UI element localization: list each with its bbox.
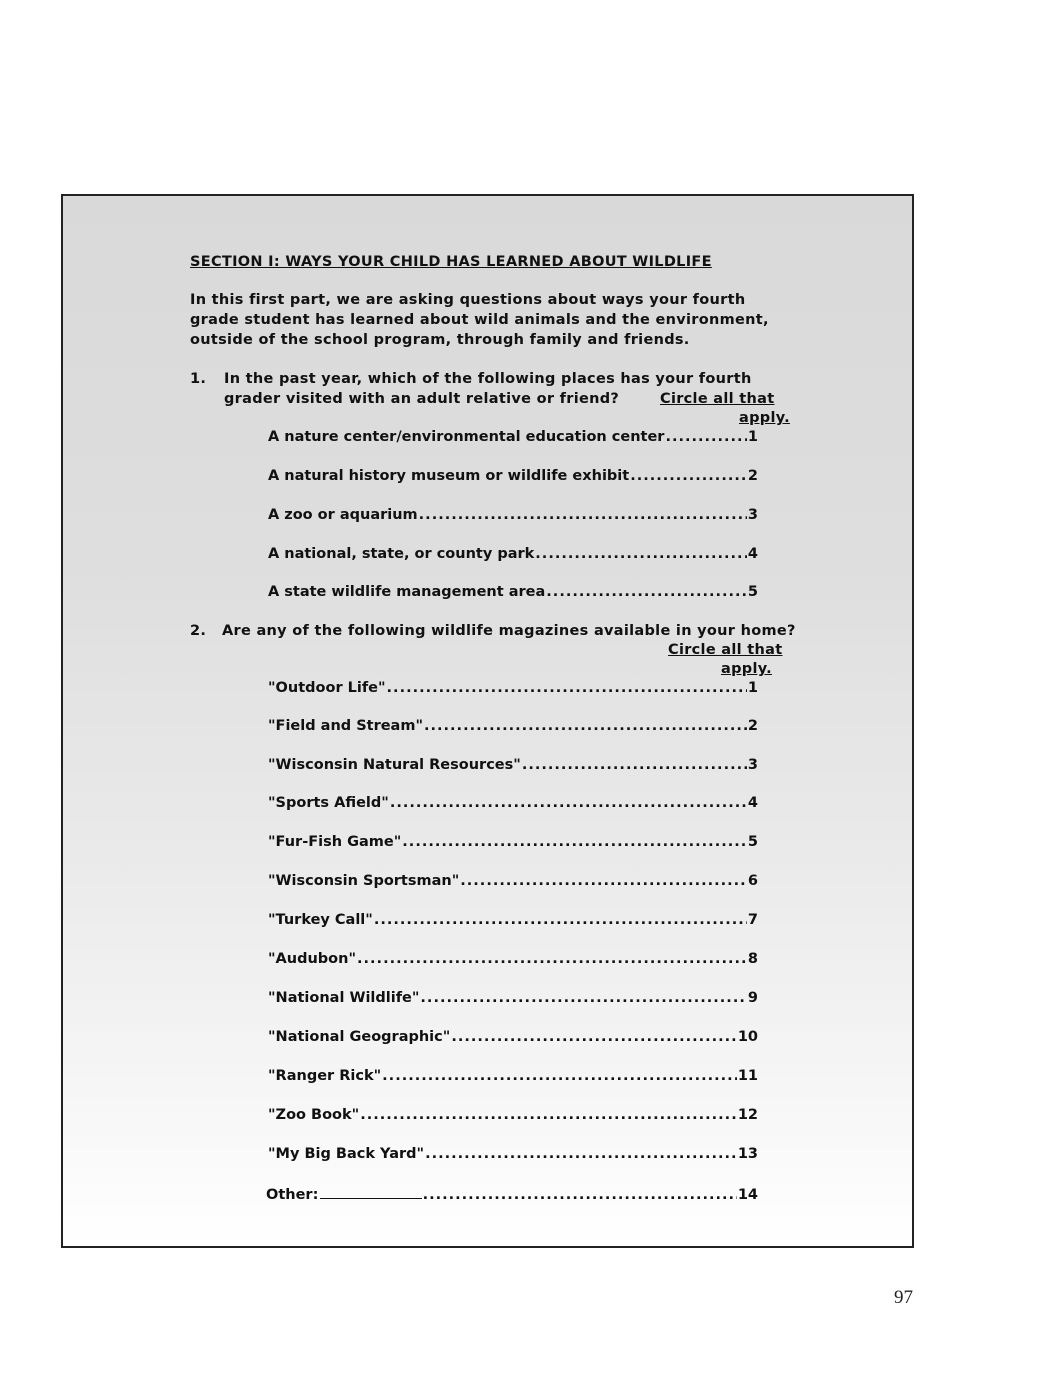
q1-instruction: Circle all that (660, 391, 775, 407)
q2-option-label: "Fur-Fish Game" (268, 834, 402, 850)
q1-option-row[interactable] (268, 428, 758, 446)
q2-option-label: "Ranger Rick" (268, 1068, 382, 1084)
q2-other-row (266, 1184, 758, 1204)
q2-option-code: 7 (747, 912, 758, 928)
q2-option-label: "Zoo Book" (268, 1107, 360, 1123)
q1-option-label: A natural history museum or wildlife exhibit (268, 468, 630, 484)
q2-option-row[interactable] (268, 833, 758, 851)
q2-option-label: "Wisconsin Sportsman" (268, 873, 460, 889)
q2-option-row[interactable] (268, 1145, 758, 1163)
q2-option-label: "Sports Afield" (268, 795, 389, 811)
q1-option-row[interactable] (268, 583, 758, 601)
q2-option-row[interactable] (268, 794, 758, 812)
q2-option-row[interactable] (268, 1067, 758, 1085)
q2-option-code: 5 (747, 834, 758, 850)
q2-option-code: 2 (747, 718, 758, 734)
q2-option-row[interactable] (268, 950, 758, 968)
q2-option-label: "Turkey Call" (268, 912, 373, 928)
q1-instruction-cont: apply. (739, 410, 790, 426)
q2-text-line-1: Are any of the following wildlife magazines available in your home? (222, 623, 796, 639)
q1-number: 1. (190, 371, 207, 387)
q2-option-row[interactable] (268, 872, 758, 890)
q2-option-code: 9 (747, 990, 758, 1006)
q2-instruction-cont: apply. (721, 661, 772, 677)
q1-option-row[interactable] (268, 545, 758, 563)
q2-option-code: 1 (747, 680, 758, 696)
q1-option-code: 2 (747, 468, 758, 484)
q1-text-line-2: grader visited with an adult relative or friend? (224, 391, 620, 407)
q2-option-code: 3 (747, 757, 758, 773)
q1-option-code: 1 (747, 429, 758, 445)
q1-option-row[interactable] (268, 467, 758, 485)
q1-option-label: A zoo or aquarium (268, 507, 418, 523)
q2-option-row[interactable] (268, 756, 758, 774)
page-number: 97 (894, 1287, 913, 1308)
q2-number: 2. (190, 623, 207, 639)
q2-option-label: "National Wildlife" (268, 990, 420, 1006)
q2-other-field[interactable] (320, 1184, 421, 1199)
q2-option-code: 6 (747, 873, 758, 889)
q2-option-code: 8 (747, 951, 758, 967)
q1-option-label: A nature center/environmental education center (268, 429, 665, 445)
q2-option-label: "Wisconsin Natural Resources" (268, 757, 521, 773)
q2-option-code: 4 (747, 795, 758, 811)
q2-option-label: "Outdoor Life" (268, 680, 386, 696)
q2-option-row[interactable] (268, 1106, 758, 1124)
q1-option-code: 5 (747, 584, 758, 600)
q1-option-code: 3 (747, 507, 758, 523)
section-title: SECTION I: WAYS YOUR CHILD HAS LEARNED ABOUT WILDLIFE (190, 254, 712, 270)
q2-option-label: "My Big Back Yard" (268, 1146, 425, 1162)
q2-option-row[interactable] (268, 911, 758, 929)
q1-option-label: A national, state, or county park (268, 546, 535, 562)
q2-other-code: 14 (737, 1187, 758, 1203)
q1-option-code: 4 (747, 546, 758, 562)
q2-option-code: 12 (737, 1107, 758, 1123)
q2-option-row[interactable] (268, 679, 758, 697)
q2-option-label: "National Geographic" (268, 1029, 451, 1045)
q2-instruction: Circle all that (668, 642, 783, 658)
q2-option-row[interactable] (268, 717, 758, 735)
q2-option-code: 11 (737, 1068, 758, 1084)
intro-line-3: outside of the school program, through family and friends. (190, 332, 690, 348)
q2-option-code: 10 (737, 1029, 758, 1045)
q1-option-row[interactable] (268, 506, 758, 524)
q2-option-label: "Audubon" (268, 951, 357, 967)
q2-option-row[interactable] (268, 1028, 758, 1046)
q2-other-label: Other: (266, 1187, 319, 1203)
intro-line-1: In this first part, we are asking questions about ways your fourth (190, 292, 746, 308)
q2-option-label: "Field and Stream" (268, 718, 424, 734)
q2-option-row[interactable] (268, 989, 758, 1007)
q1-text-line-1: In the past year, which of the following places has your fourth (224, 371, 752, 387)
q1-option-label: A state wildlife management area (268, 584, 546, 600)
q2-option-code: 13 (737, 1146, 758, 1162)
intro-line-2: grade student has learned about wild animals and the environment, (190, 312, 769, 328)
